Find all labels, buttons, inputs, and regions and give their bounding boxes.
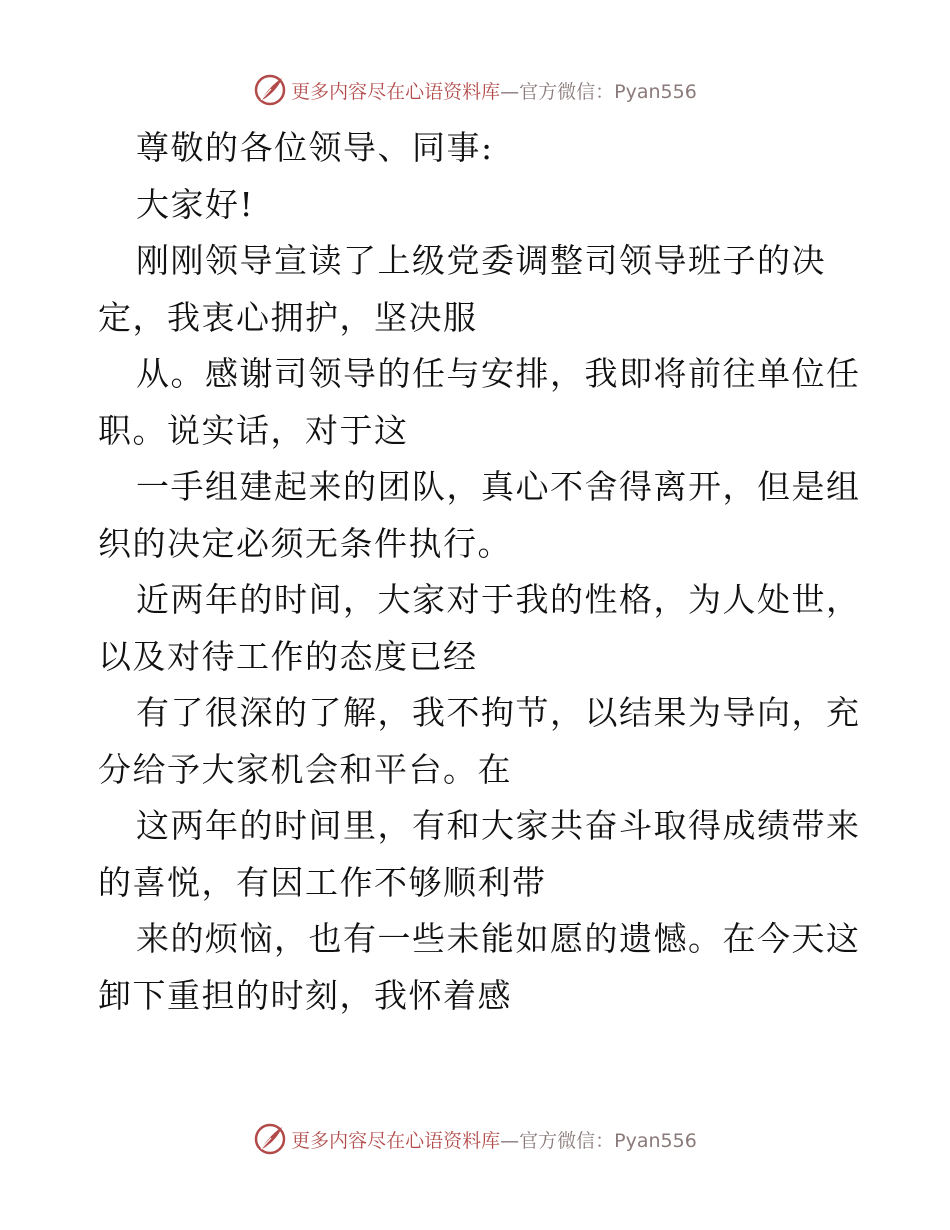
header-banner-text: 更多内容尽在心语资料库—官方微信：Pyan556 <box>291 80 697 103</box>
footer-banner-text: 更多内容尽在心语资料库—官方微信：Pyan556 <box>291 1129 697 1152</box>
header-banner <box>0 72 950 108</box>
quill-pen-logo-icon <box>253 73 287 107</box>
paragraph-line: 定，我衷心拥护，坚决服 <box>98 297 478 337</box>
paragraph-line: 从。感谢司领导的任与安排，我即将前往单位任 <box>136 354 861 393</box>
paragraph-line: 卸下重担的时刻，我怀着感 <box>98 975 512 1015</box>
paragraph-line: 来的烦恼，也有一些未能如愿的遗憾。在今天这 <box>136 919 861 958</box>
paragraph-line: 以及对待工作的态度已经 <box>98 636 478 676</box>
paragraph-line: 分给予大家机会和平台。在 <box>98 749 512 789</box>
greeting: 大家好! <box>136 184 255 224</box>
paragraph-line: 的喜悦，有因工作不够顺利带 <box>98 862 547 902</box>
footer-banner <box>0 1121 950 1157</box>
paragraph-line: 职。说实话，对于这 <box>98 410 409 450</box>
paragraph-line: 刚刚领导宣读了上级党委调整司领导班子的决 <box>136 241 826 280</box>
paragraph-line: 这两年的时间里，有和大家共奋斗取得成绩带来 <box>136 806 861 845</box>
paragraph-line: 有了很深的了解，我不拘节，以结果为导向，充 <box>136 693 861 732</box>
quill-pen-logo-icon <box>253 1122 287 1156</box>
paragraph-line: 织的决定必须无条件执行。 <box>98 523 512 563</box>
document-body <box>98 120 861 1024</box>
salutation: 尊敬的各位领导、同事: <box>136 128 494 167</box>
paragraph-line: 近两年的时间，大家对于我的性格，为人处世， <box>136 580 861 619</box>
paragraph-line: 一手组建起来的团队，真心不舍得离开，但是组 <box>136 467 861 506</box>
